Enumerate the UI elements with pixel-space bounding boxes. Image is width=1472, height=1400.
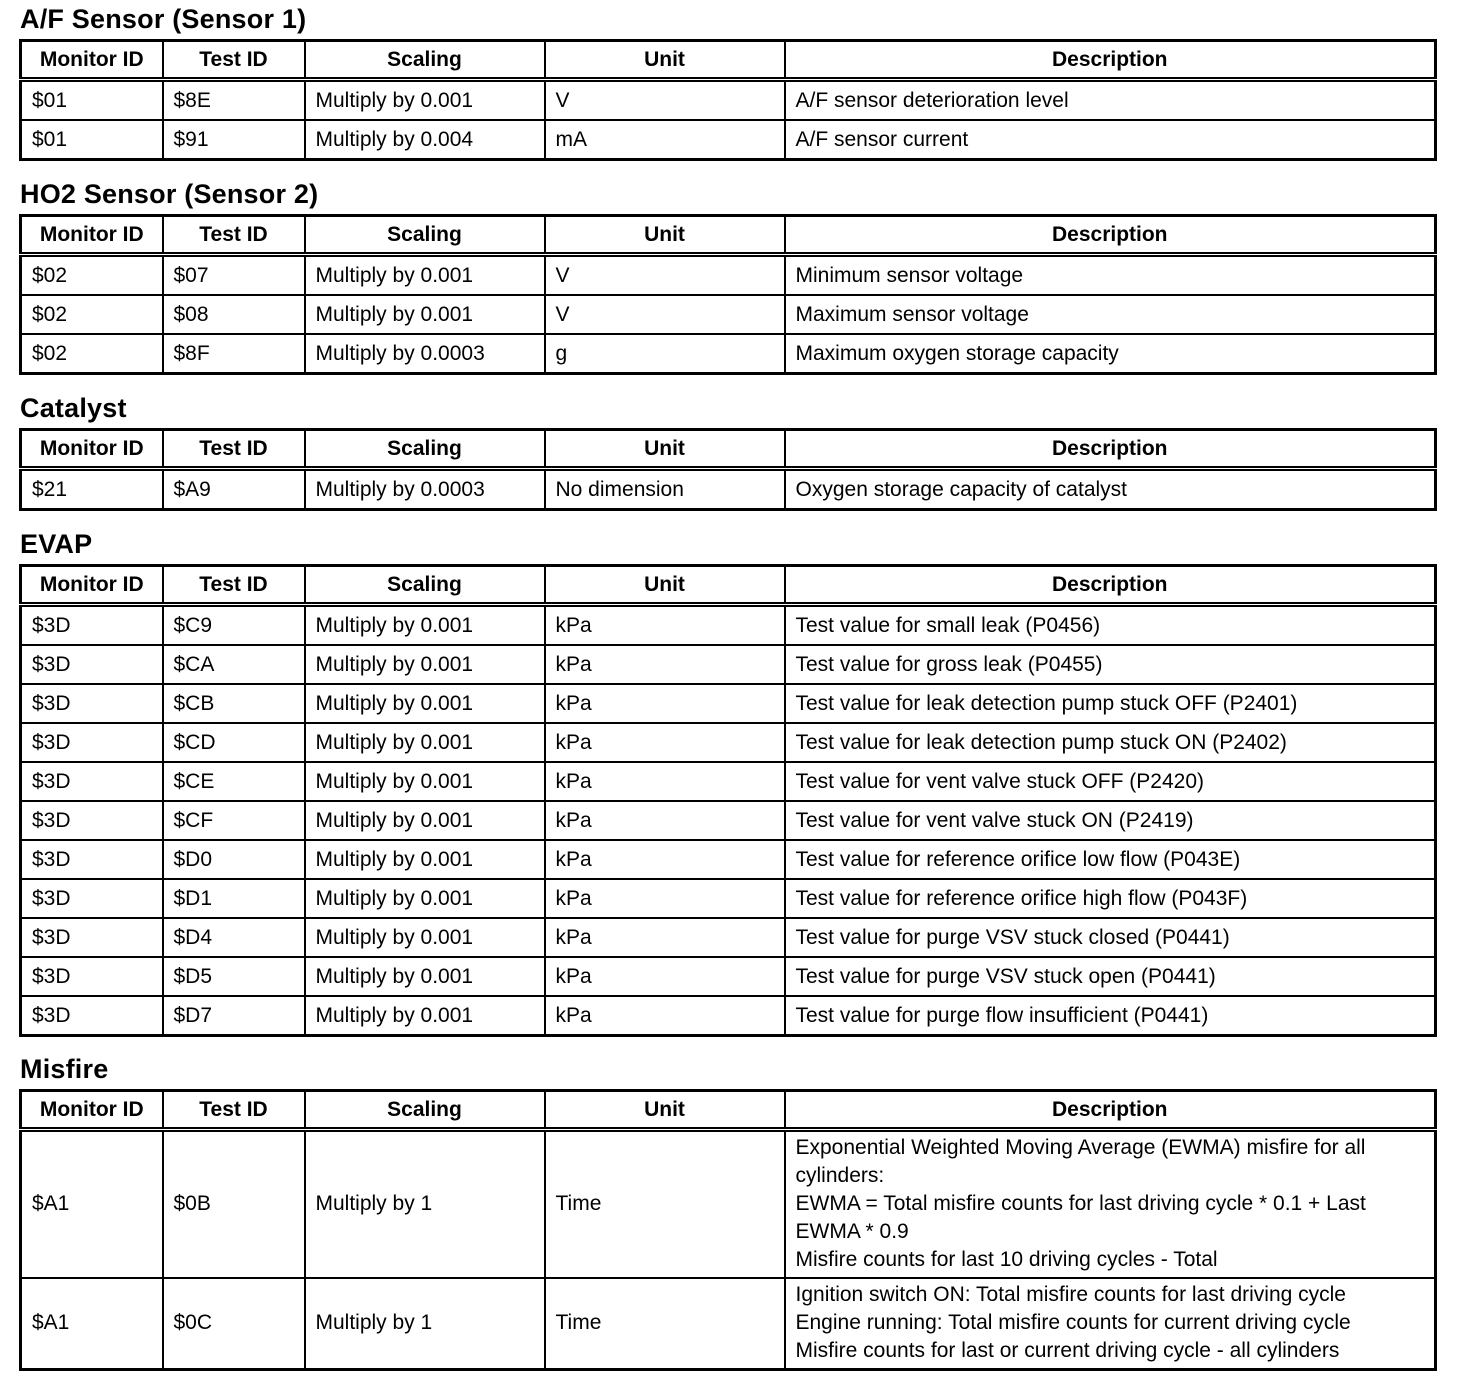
table-row bbox=[21, 645, 1436, 684]
cell-monitor-id: $3D bbox=[21, 840, 163, 879]
cell-unit: kPa bbox=[545, 605, 785, 646]
header-row bbox=[21, 216, 1436, 255]
cell-scaling: Multiply by 0.001 bbox=[305, 840, 545, 879]
cell-unit: V bbox=[545, 80, 785, 121]
cell-test-id: $08 bbox=[163, 295, 305, 334]
cell-unit: kPa bbox=[545, 840, 785, 879]
cell-monitor-id: $3D bbox=[21, 957, 163, 996]
cell-test-id: $D1 bbox=[163, 879, 305, 918]
cell-description: A/F sensor deterioration level bbox=[785, 80, 1436, 121]
table-ho2-sensor bbox=[19, 214, 1437, 375]
table-row bbox=[21, 469, 1436, 510]
column-header-description: Description bbox=[785, 430, 1436, 469]
column-header-unit: Unit bbox=[545, 430, 785, 469]
cell-monitor-id: $3D bbox=[21, 605, 163, 646]
column-header-unit: Unit bbox=[545, 566, 785, 605]
cell-scaling: Multiply by 0.001 bbox=[305, 801, 545, 840]
cell-unit: kPa bbox=[545, 645, 785, 684]
cell-unit: kPa bbox=[545, 762, 785, 801]
column-header-description: Description bbox=[785, 566, 1436, 605]
cell-scaling: Multiply by 0.001 bbox=[305, 684, 545, 723]
cell-scaling: Multiply by 0.0003 bbox=[305, 334, 545, 374]
section-title: A/F Sensor (Sensor 1) bbox=[20, 4, 307, 34]
cell-scaling: Multiply by 0.001 bbox=[305, 957, 545, 996]
cell-monitor-id: $3D bbox=[21, 723, 163, 762]
cell-test-id: $0C bbox=[163, 1278, 305, 1370]
cell-description bbox=[785, 1278, 1436, 1370]
column-header-unit: Unit bbox=[545, 41, 785, 80]
cell-scaling: Multiply by 0.0003 bbox=[305, 469, 545, 510]
cell-description: A/F sensor current bbox=[785, 120, 1436, 160]
cell-unit: Time bbox=[545, 1130, 785, 1278]
header-row bbox=[21, 41, 1436, 80]
column-header-test-id: Test ID bbox=[163, 1091, 305, 1130]
cell-description: Test value for leak detection pump stuck ON (P2402) bbox=[785, 723, 1436, 762]
cell-test-id: $0B bbox=[163, 1130, 305, 1278]
cell-unit: V bbox=[545, 295, 785, 334]
table-af-sensor bbox=[19, 39, 1437, 161]
column-header-test-id: Test ID bbox=[163, 566, 305, 605]
cell-description: Test value for reference orifice high flow (P043F) bbox=[785, 879, 1436, 918]
cell-description: Test value for small leak (P0456) bbox=[785, 605, 1436, 646]
table-misfire bbox=[19, 1089, 1437, 1371]
column-header-monitor-id: Monitor ID bbox=[21, 216, 163, 255]
section-misfire bbox=[19, 1054, 1437, 1371]
cell-monitor-id: $3D bbox=[21, 762, 163, 801]
cell-monitor-id: $02 bbox=[21, 295, 163, 334]
table-evap bbox=[19, 564, 1437, 1037]
cell-unit: kPa bbox=[545, 723, 785, 762]
column-header-unit: Unit bbox=[545, 216, 785, 255]
cell-description bbox=[785, 1130, 1436, 1278]
cell-monitor-id: $02 bbox=[21, 334, 163, 374]
cell-monitor-id: $3D bbox=[21, 879, 163, 918]
column-header-test-id: Test ID bbox=[163, 41, 305, 80]
column-header-scaling: Scaling bbox=[305, 41, 545, 80]
table-catalyst bbox=[19, 428, 1437, 511]
cell-monitor-id: $3D bbox=[21, 645, 163, 684]
cell-test-id: $A9 bbox=[163, 469, 305, 510]
table-row bbox=[21, 723, 1436, 762]
column-header-test-id: Test ID bbox=[163, 430, 305, 469]
cell-unit: kPa bbox=[545, 957, 785, 996]
cell-description: Test value for purge VSV stuck open (P0441) bbox=[785, 957, 1436, 996]
cell-description: Maximum oxygen storage capacity bbox=[785, 334, 1436, 374]
table-row bbox=[21, 918, 1436, 957]
cell-monitor-id: $3D bbox=[21, 684, 163, 723]
cell-description: Test value for purge flow insufficient (P0441) bbox=[785, 996, 1436, 1036]
table-row bbox=[21, 334, 1436, 374]
cell-test-id: $07 bbox=[163, 255, 305, 296]
cell-monitor-id: $02 bbox=[21, 255, 163, 296]
cell-test-id: $CB bbox=[163, 684, 305, 723]
cell-description: Maximum sensor voltage bbox=[785, 295, 1436, 334]
cell-description: Test value for vent valve stuck ON (P2419) bbox=[785, 801, 1436, 840]
table-row bbox=[21, 684, 1436, 723]
cell-test-id: $D5 bbox=[163, 957, 305, 996]
column-header-description: Description bbox=[785, 41, 1436, 80]
cell-unit: kPa bbox=[545, 996, 785, 1036]
section-af-sensor bbox=[19, 4, 1437, 161]
description-line: Misfire counts for last or current driving cycle - all cylinders bbox=[795, 1339, 1340, 1363]
column-header-monitor-id: Monitor ID bbox=[21, 1091, 163, 1130]
column-header-scaling: Scaling bbox=[305, 1091, 545, 1130]
cell-unit: No dimension bbox=[545, 469, 785, 510]
cell-scaling: Multiply by 1 bbox=[305, 1278, 545, 1370]
column-header-monitor-id: Monitor ID bbox=[21, 430, 163, 469]
cell-scaling: Multiply by 0.001 bbox=[305, 723, 545, 762]
table-row bbox=[21, 1278, 1436, 1370]
cell-monitor-id: $A1 bbox=[21, 1130, 163, 1278]
cell-monitor-id: $A1 bbox=[21, 1278, 163, 1370]
table-row bbox=[21, 801, 1436, 840]
header-row bbox=[21, 430, 1436, 469]
cell-scaling: Multiply by 0.001 bbox=[305, 605, 545, 646]
column-header-scaling: Scaling bbox=[305, 430, 545, 469]
cell-unit: mA bbox=[545, 120, 785, 160]
cell-test-id: $D4 bbox=[163, 918, 305, 957]
cell-unit: V bbox=[545, 255, 785, 296]
cell-test-id: $CF bbox=[163, 801, 305, 840]
cell-unit: kPa bbox=[545, 879, 785, 918]
description-line: Misfire counts for last 10 driving cycles - Total bbox=[795, 1248, 1218, 1272]
cell-description: Test value for vent valve stuck OFF (P2420) bbox=[785, 762, 1436, 801]
section-title: HO2 Sensor (Sensor 2) bbox=[20, 179, 319, 209]
column-header-unit: Unit bbox=[545, 1091, 785, 1130]
description-line: Engine running: Total misfire counts for current driving cycle bbox=[795, 1311, 1351, 1335]
description-line: Exponential Weighted Moving Average (EWMA) misfire for all bbox=[795, 1136, 1366, 1160]
header-row bbox=[21, 1091, 1436, 1130]
table-row bbox=[21, 80, 1436, 121]
section-title: Catalyst bbox=[20, 393, 127, 423]
cell-unit: g bbox=[545, 334, 785, 374]
cell-description: Test value for reference orifice low flow (P043E) bbox=[785, 840, 1436, 879]
table-row bbox=[21, 295, 1436, 334]
section-catalyst bbox=[19, 393, 1437, 511]
cell-test-id: $CE bbox=[163, 762, 305, 801]
column-header-test-id: Test ID bbox=[163, 216, 305, 255]
description-line: EWMA * 0.9 bbox=[795, 1220, 909, 1244]
cell-description: Oxygen storage capacity of catalyst bbox=[785, 469, 1436, 510]
column-header-monitor-id: Monitor ID bbox=[21, 566, 163, 605]
cell-test-id: $D0 bbox=[163, 840, 305, 879]
section-ho2-sensor bbox=[19, 179, 1437, 375]
cell-unit: kPa bbox=[545, 918, 785, 957]
cell-scaling: Multiply by 1 bbox=[305, 1130, 545, 1278]
table-row bbox=[21, 762, 1436, 801]
table-row bbox=[21, 996, 1436, 1036]
cell-scaling: Multiply by 0.001 bbox=[305, 996, 545, 1036]
table-row bbox=[21, 840, 1436, 879]
section-evap bbox=[19, 529, 1437, 1037]
cell-monitor-id: $01 bbox=[21, 120, 163, 160]
table-row bbox=[21, 879, 1436, 918]
cell-test-id: $8F bbox=[163, 334, 305, 374]
column-header-description: Description bbox=[785, 1091, 1436, 1130]
cell-unit: kPa bbox=[545, 801, 785, 840]
column-header-monitor-id: Monitor ID bbox=[21, 41, 163, 80]
header-row bbox=[21, 566, 1436, 605]
table-row bbox=[21, 120, 1436, 160]
cell-description: Test value for purge VSV stuck closed (P0441) bbox=[785, 918, 1436, 957]
cell-scaling: Multiply by 0.001 bbox=[305, 295, 545, 334]
cell-test-id: $8E bbox=[163, 80, 305, 121]
cell-monitor-id: $3D bbox=[21, 918, 163, 957]
table-row bbox=[21, 957, 1436, 996]
section-title: Misfire bbox=[20, 1054, 109, 1084]
description-line: EWMA = Total misfire counts for last driving cycle * 0.1 + Last bbox=[795, 1192, 1366, 1216]
column-header-description: Description bbox=[785, 216, 1436, 255]
cell-scaling: Multiply by 0.001 bbox=[305, 255, 545, 296]
cell-test-id: $D7 bbox=[163, 996, 305, 1036]
description-line: cylinders: bbox=[795, 1164, 885, 1188]
cell-test-id: $91 bbox=[163, 120, 305, 160]
cell-description: Test value for gross leak (P0455) bbox=[785, 645, 1436, 684]
column-header-scaling: Scaling bbox=[305, 216, 545, 255]
cell-scaling: Multiply by 0.004 bbox=[305, 120, 545, 160]
cell-monitor-id: $3D bbox=[21, 801, 163, 840]
column-header-scaling: Scaling bbox=[305, 566, 545, 605]
cell-scaling: Multiply by 0.001 bbox=[305, 762, 545, 801]
cell-description: Minimum sensor voltage bbox=[785, 255, 1436, 296]
cell-unit: kPa bbox=[545, 684, 785, 723]
table-row bbox=[21, 255, 1436, 296]
cell-test-id: $C9 bbox=[163, 605, 305, 646]
cell-scaling: Multiply by 0.001 bbox=[305, 645, 545, 684]
cell-scaling: Multiply by 0.001 bbox=[305, 879, 545, 918]
cell-monitor-id: $3D bbox=[21, 996, 163, 1036]
section-title: EVAP bbox=[20, 529, 93, 559]
cell-unit: Time bbox=[545, 1278, 785, 1370]
cell-scaling: Multiply by 0.001 bbox=[305, 80, 545, 121]
cell-monitor-id: $21 bbox=[21, 469, 163, 510]
cell-monitor-id: $01 bbox=[21, 80, 163, 121]
cell-description: Test value for leak detection pump stuck OFF (P2401) bbox=[785, 684, 1436, 723]
table-row bbox=[21, 605, 1436, 646]
table-row bbox=[21, 1130, 1436, 1278]
description-line: Ignition switch ON: Total misfire counts for last driving cycle bbox=[795, 1283, 1346, 1307]
cell-test-id: $CA bbox=[163, 645, 305, 684]
cell-scaling: Multiply by 0.001 bbox=[305, 918, 545, 957]
cell-test-id: $CD bbox=[163, 723, 305, 762]
